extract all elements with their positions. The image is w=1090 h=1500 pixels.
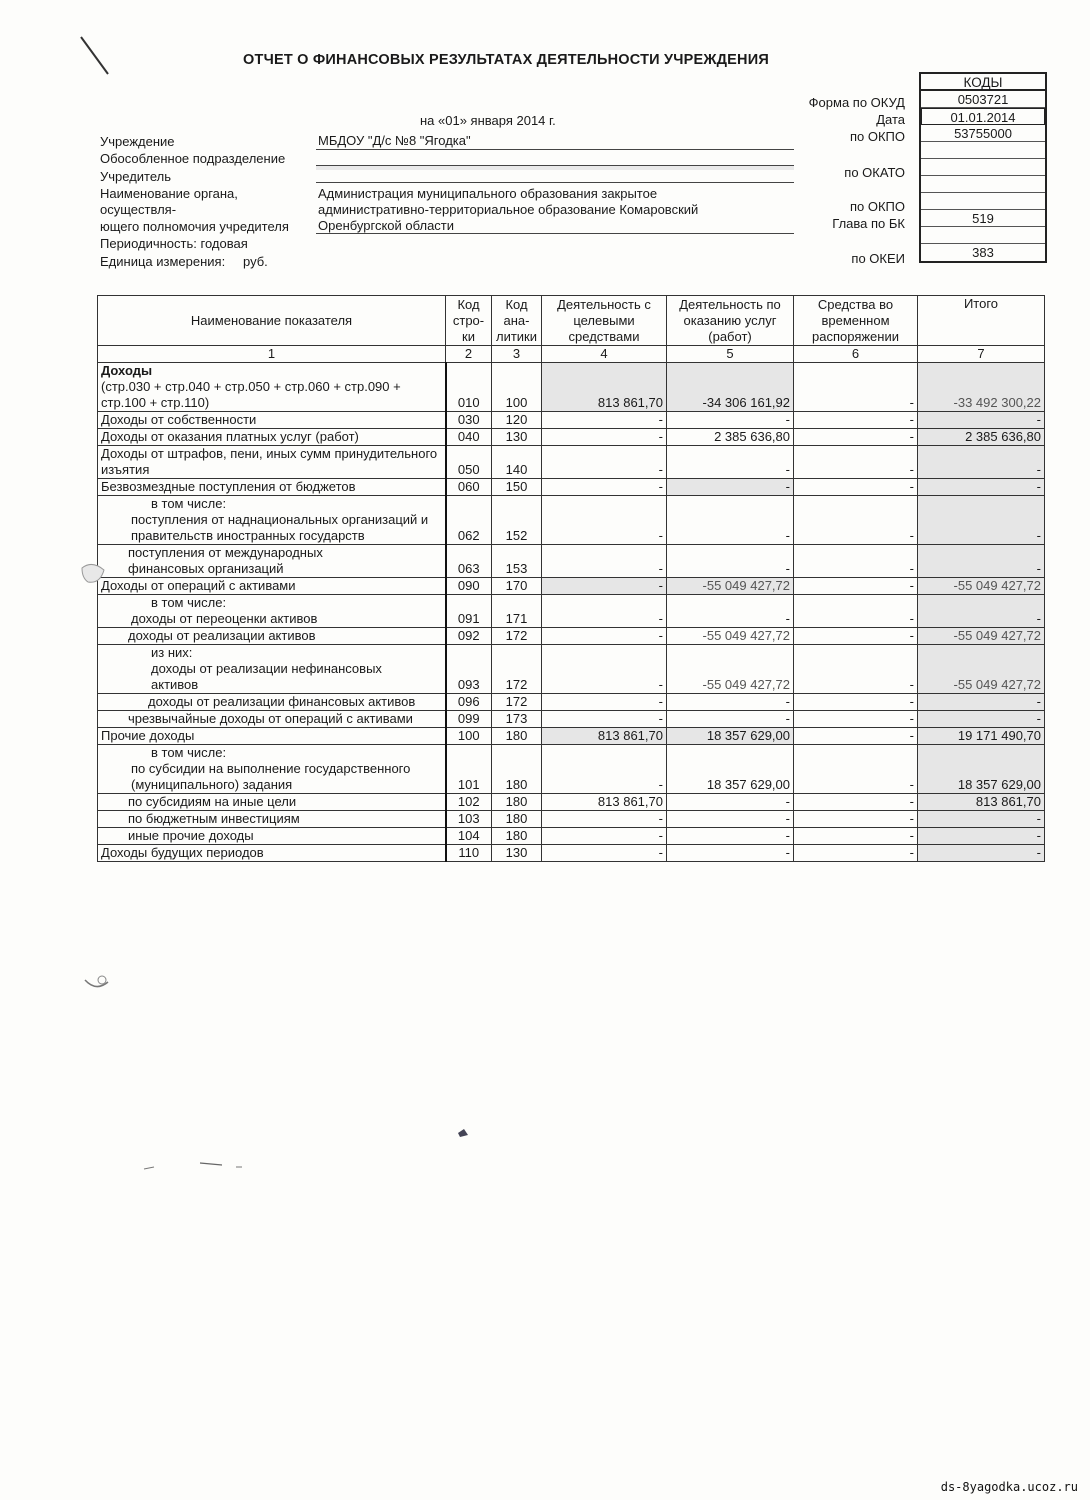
row-line-code: 096 xyxy=(446,694,492,711)
row-line-code: 063 xyxy=(446,545,492,578)
cell-targeted: - xyxy=(542,429,667,446)
label-date: Дата xyxy=(876,112,905,127)
label-institution: Учреждение xyxy=(100,134,175,149)
row-line-code: 101 xyxy=(446,745,492,794)
cell-services: - xyxy=(667,446,794,479)
underline xyxy=(316,182,794,183)
row-analytic-code: 180 xyxy=(492,794,542,811)
label-bk: Глава по БК xyxy=(832,216,905,231)
row-analytic-code: 180 xyxy=(492,811,542,828)
cell-services: - xyxy=(667,496,794,545)
cell-services: 18 357 629,00 xyxy=(667,728,794,745)
code-okpo2 xyxy=(921,193,1045,210)
cell-temporary: - xyxy=(794,745,918,794)
row-analytic-code: 172 xyxy=(492,694,542,711)
watermark-url: ds-8yagodka.ucoz.ru xyxy=(940,1480,1078,1494)
cell-targeted: 813 861,70 xyxy=(542,363,667,412)
cell-temporary: - xyxy=(794,496,918,545)
code-blank xyxy=(921,227,1045,244)
table-row xyxy=(98,811,1045,828)
cell-targeted: - xyxy=(542,595,667,628)
col-number: 7 xyxy=(918,346,1045,363)
table-row xyxy=(98,745,1045,794)
label-division: Обособленное подразделение xyxy=(100,151,286,166)
row-line-code: 060 xyxy=(446,479,492,496)
table-row xyxy=(98,578,1045,595)
cell-services: - xyxy=(667,794,794,811)
label-okpo: по ОКПО xyxy=(849,129,905,144)
cell-total: -55 049 427,72 xyxy=(918,628,1045,645)
row-line-code: 100 xyxy=(446,728,492,745)
cell-total: 813 861,70 xyxy=(918,794,1045,811)
cell-total: - xyxy=(918,845,1045,862)
cell-temporary: - xyxy=(794,711,918,728)
cell-services: 2 385 636,80 xyxy=(667,429,794,446)
row-analytic-code: 140 xyxy=(492,446,542,479)
cell-services: -55 049 427,72 xyxy=(667,578,794,595)
col-number: 3 xyxy=(492,346,542,363)
label-authority-3: ющего полномочия учредителя xyxy=(100,219,289,234)
code-date: 01.01.2014 xyxy=(921,108,1045,125)
row-title: Доходы xyxy=(101,363,153,378)
cell-targeted: - xyxy=(542,845,667,862)
row-line-code: 092 xyxy=(446,628,492,645)
label-okpo2: по ОКПО xyxy=(849,199,905,214)
row-name: Прочие доходы xyxy=(98,728,446,745)
row-subtitle: (стр.030 + стр.040 + стр.050 + стр.060 + стр.090 + стр.100 + стр.110) xyxy=(101,379,401,410)
column-number-row xyxy=(98,346,1045,363)
institution-value: МБДОУ "Д/с №8 "Ягодка" xyxy=(318,133,471,148)
row-name: чрезвычайные доходы от операций с активами xyxy=(98,711,446,728)
cell-total: - xyxy=(918,545,1045,578)
row-title: доходы от реализации нефинансовых активов xyxy=(151,661,382,692)
col-number: 4 xyxy=(542,346,667,363)
cell-temporary: - xyxy=(794,446,918,479)
scan-specks xyxy=(140,1125,480,1175)
row-line-code: 040 xyxy=(446,429,492,446)
results-table xyxy=(97,295,1045,862)
row-line-code: 102 xyxy=(446,794,492,811)
code-bk: 519 xyxy=(921,210,1045,227)
row-name: Доходы от операций с активами xyxy=(98,578,446,595)
punch-hole-mark xyxy=(78,560,110,590)
table-row xyxy=(98,363,1045,412)
col-number: 1 xyxy=(98,346,446,363)
cell-services: 18 357 629,00 xyxy=(667,745,794,794)
row-name xyxy=(98,496,446,545)
cell-targeted: - xyxy=(542,496,667,545)
cell-services: - xyxy=(667,479,794,496)
row-analytic-code: 150 xyxy=(492,479,542,496)
cell-targeted: 813 861,70 xyxy=(542,794,667,811)
report-date-line: на «01» января 2014 г. xyxy=(420,113,556,128)
label-founder: Учредитель xyxy=(100,169,172,184)
label-unit: Единица измерения: xyxy=(100,254,226,269)
row-analytic-code: 171 xyxy=(492,595,542,628)
row-name: по бюджетным инвестициям xyxy=(98,811,446,828)
row-analytic-code: 170 xyxy=(492,578,542,595)
table-row xyxy=(98,645,1045,694)
cell-temporary: - xyxy=(794,645,918,694)
cell-temporary: - xyxy=(794,628,918,645)
cell-services: -55 049 427,72 xyxy=(667,645,794,694)
table-row xyxy=(98,545,1045,578)
row-prefix: в том числе: xyxy=(151,496,227,511)
row-name: Безвозмездные поступления от бюджетов xyxy=(98,479,446,496)
table-row xyxy=(98,711,1045,728)
code-okei: 383 xyxy=(972,245,994,260)
cell-temporary: - xyxy=(794,429,918,446)
row-line-code: 103 xyxy=(446,811,492,828)
cell-targeted: - xyxy=(542,545,667,578)
cell-services: - xyxy=(667,595,794,628)
row-prefix: из них: xyxy=(151,645,193,660)
cell-targeted: 813 861,70 xyxy=(542,728,667,745)
cell-targeted: - xyxy=(542,645,667,694)
cell-targeted: - xyxy=(542,628,667,645)
col-header-total: Итого xyxy=(918,296,1045,346)
cell-services: - xyxy=(667,828,794,845)
cell-total: - xyxy=(918,496,1045,545)
table-row xyxy=(98,845,1045,862)
authority-value-1: Администрация муниципального образования закрытое xyxy=(318,186,658,201)
unit-value: руб. xyxy=(243,254,268,269)
authority-value-2: административно-территориальное образование Комаровский xyxy=(318,202,699,217)
cell-targeted: - xyxy=(542,811,667,828)
cell-temporary: - xyxy=(794,845,918,862)
table-row xyxy=(98,794,1045,811)
cell-targeted: - xyxy=(542,446,667,479)
row-name: Доходы будущих периодов xyxy=(98,845,446,862)
table-row xyxy=(98,479,1045,496)
cell-total: - xyxy=(918,694,1045,711)
cell-targeted: - xyxy=(542,578,667,595)
row-analytic-code: 130 xyxy=(492,845,542,862)
cell-targeted: - xyxy=(542,828,667,845)
label-okud: Форма по ОКУД xyxy=(808,95,905,110)
label-okei: по ОКЕИ xyxy=(851,251,905,266)
code-okpo: 53755000 xyxy=(921,125,1045,142)
row-line-code: 093 xyxy=(446,645,492,694)
code-okud: 0503721 xyxy=(921,91,1045,108)
row-title: поступления от наднациональных организаций и правительств иностранных государств xyxy=(131,512,429,543)
cell-total: -55 049 427,72 xyxy=(918,645,1045,694)
code-blank xyxy=(921,176,1045,193)
cell-total: 2 385 636,80 xyxy=(918,429,1045,446)
label-authority-2: осуществля- xyxy=(100,202,177,217)
row-prefix: в том числе: xyxy=(151,745,227,760)
table-row xyxy=(98,446,1045,479)
table-row xyxy=(98,595,1045,628)
row-analytic-code: 180 xyxy=(492,828,542,845)
cell-temporary: - xyxy=(794,794,918,811)
authority-value-3: Оренбургской области xyxy=(318,218,455,233)
col-number: 5 xyxy=(667,346,794,363)
row-analytic-code: 153 xyxy=(492,545,542,578)
code-okato xyxy=(921,159,1045,176)
col-header-temporary: Средства во временном распоряжении xyxy=(794,296,918,346)
cell-services: - xyxy=(667,412,794,429)
cell-targeted: - xyxy=(542,745,667,794)
cell-total: -55 049 427,72 xyxy=(918,578,1045,595)
row-name xyxy=(98,645,446,694)
row-name xyxy=(98,745,446,794)
cell-total: - xyxy=(918,479,1045,496)
table-row xyxy=(98,628,1045,645)
cell-services: - xyxy=(667,845,794,862)
col-header-services: Деятельность по оказанию услуг (работ) xyxy=(667,296,794,346)
underline xyxy=(316,233,794,234)
row-name: Доходы от собственности xyxy=(98,412,446,429)
row-analytic-code: 172 xyxy=(492,628,542,645)
punch-hole-mark xyxy=(82,972,114,996)
row-analytic-code: 180 xyxy=(492,728,542,745)
cell-services: - xyxy=(667,694,794,711)
cell-total: - xyxy=(918,828,1045,845)
cell-temporary: - xyxy=(794,595,918,628)
row-name xyxy=(98,363,446,412)
row-name: иные прочие доходы xyxy=(98,828,446,845)
cell-targeted: - xyxy=(542,412,667,429)
table-row xyxy=(98,496,1045,545)
cell-temporary: - xyxy=(794,578,918,595)
cell-targeted: - xyxy=(542,479,667,496)
cell-temporary: - xyxy=(794,545,918,578)
table-row xyxy=(98,412,1045,429)
table-row xyxy=(98,728,1045,745)
cell-total: 18 357 629,00 xyxy=(918,745,1045,794)
cell-temporary: - xyxy=(794,412,918,429)
codes-header: КОДЫ xyxy=(921,74,1045,91)
label-periodicity: Периодичность: годовая xyxy=(100,236,248,251)
codes-box xyxy=(919,72,1047,263)
row-line-code: 050 xyxy=(446,446,492,479)
col-header-name: Наименование показателя xyxy=(98,296,446,346)
col-header-targeted: Деятельность с целевыми средствами xyxy=(542,296,667,346)
row-line-code: 091 xyxy=(446,595,492,628)
cell-targeted: - xyxy=(542,694,667,711)
row-analytic-code: 173 xyxy=(492,711,542,728)
row-name xyxy=(98,595,446,628)
col-number: 6 xyxy=(794,346,918,363)
row-line-code: 090 xyxy=(446,578,492,595)
table-row xyxy=(98,828,1045,845)
col-header-line: Код стро- ки xyxy=(446,296,492,346)
cell-targeted: - xyxy=(542,711,667,728)
cell-services: -34 306 161,92 xyxy=(667,363,794,412)
cell-total: -33 492 300,22 xyxy=(918,363,1045,412)
row-name: по субсидиям на иные цели xyxy=(98,794,446,811)
cell-temporary: - xyxy=(794,363,918,412)
table-header-row xyxy=(98,296,1045,346)
cell-temporary: - xyxy=(794,728,918,745)
row-line-code: 010 xyxy=(446,363,492,412)
row-name: доходы от реализации финансовых активов xyxy=(98,694,446,711)
row-title: по субсидии на выполнение государственного (муниципального) задания xyxy=(131,761,411,792)
cell-total: - xyxy=(918,412,1045,429)
row-analytic-code: 172 xyxy=(492,645,542,694)
table-row xyxy=(98,429,1045,446)
row-name: доходы от реализации активов xyxy=(98,628,446,645)
col-number: 2 xyxy=(446,346,492,363)
table-row xyxy=(98,694,1045,711)
row-analytic-code: 180 xyxy=(492,745,542,794)
row-name: Доходы от штрафов, пени, иных сумм принудительного изъятия xyxy=(98,446,446,479)
row-line-code: 030 xyxy=(446,412,492,429)
code-blank xyxy=(921,142,1045,159)
row-prefix: в том числе: xyxy=(151,595,227,610)
cell-temporary: - xyxy=(794,828,918,845)
col-header-code: Код ана- литики xyxy=(492,296,542,346)
row-title: доходы от переоценки активов xyxy=(131,611,318,626)
row-line-code: 099 xyxy=(446,711,492,728)
cell-temporary: - xyxy=(794,811,918,828)
cell-total: - xyxy=(918,595,1045,628)
cell-total: - xyxy=(918,811,1045,828)
cell-services: - xyxy=(667,711,794,728)
cell-temporary: - xyxy=(794,479,918,496)
cell-services: -55 049 427,72 xyxy=(667,628,794,645)
row-line-code: 062 xyxy=(446,496,492,545)
report-title: ОТЧЕТ О ФИНАНСОВЫХ РЕЗУЛЬТАТАХ ДЕЯТЕЛЬНОСТИ УЧРЕЖДЕНИЯ xyxy=(243,52,769,68)
cell-services: - xyxy=(667,811,794,828)
label-authority-1: Наименование органа, xyxy=(100,186,238,201)
row-analytic-code: 130 xyxy=(492,429,542,446)
cell-total: - xyxy=(918,711,1045,728)
row-name: Доходы от оказания платных услуг (работ) xyxy=(98,429,446,446)
row-line-code: 104 xyxy=(446,828,492,845)
row-name: поступления от международных финансовых организаций xyxy=(98,545,446,578)
row-analytic-code: 100 xyxy=(492,363,542,412)
cell-temporary: - xyxy=(794,694,918,711)
cell-total: - xyxy=(918,446,1045,479)
label-okato: по ОКАТО xyxy=(844,165,905,180)
row-analytic-code: 120 xyxy=(492,412,542,429)
cell-services: - xyxy=(667,545,794,578)
cell-total: 19 171 490,70 xyxy=(918,728,1045,745)
row-line-code: 110 xyxy=(446,845,492,862)
row-analytic-code: 152 xyxy=(492,496,542,545)
underline xyxy=(316,149,794,150)
